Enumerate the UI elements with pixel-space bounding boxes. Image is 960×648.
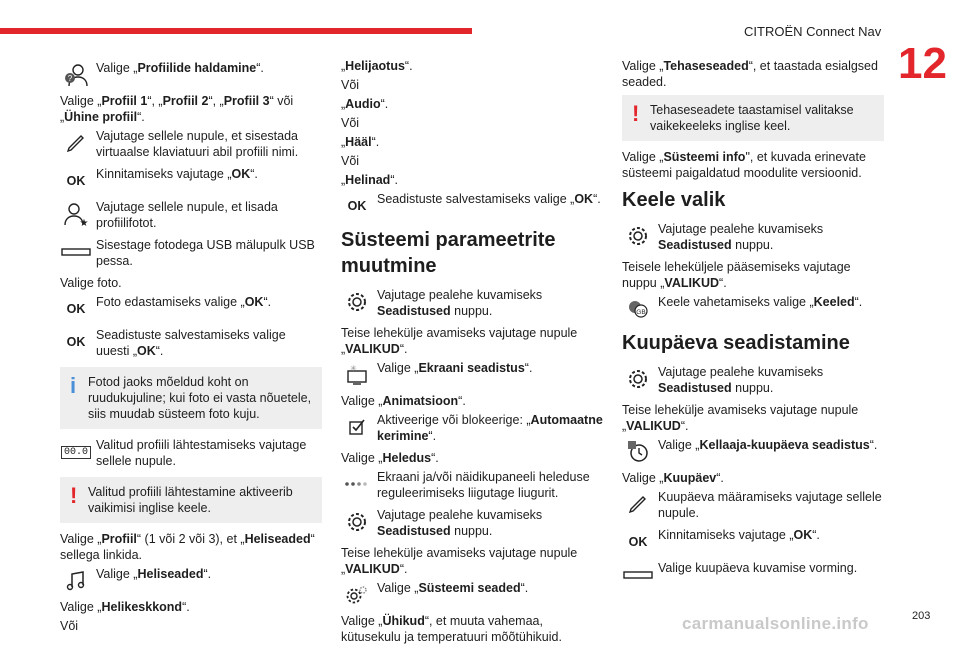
step-settings-lang: Vajutage pealehe kuvamiseks Seadistused nuppu. [622,221,884,256]
step-display-settings: ✳ Valige „Ekraani seadistus“. [341,360,603,390]
gear-icon [622,221,654,251]
step-usb: Sisestage fotodega USB mälupulk USB pessa. [60,237,322,272]
step-auto-scroll: Aktiveerige või blokeerige: „Automaatne kerimine“. [341,412,603,447]
svg-text:GB: GB [636,309,646,316]
svg-text:?: ? [67,74,73,83]
screen-brightness-icon [341,360,373,390]
select-ambience-text: Valige „Helikeskkond“. [60,600,190,614]
warning-icon: ! [632,101,640,126]
svg-text:✳: ✳ [350,364,357,373]
warning-note-factory: ! Tehaseseadete taastamisel valitakse vaikekeeleks inglise keel. [622,95,884,141]
step-enter-name: Vajutage sellele nupule, et sisestada virtuaalse klaviatuuri abil profiili nimi. [60,128,322,163]
page-number: 203 [912,610,931,622]
column-2: „Helijaotus“. Või „Audio“. Või „Hääl“. Või „Helinad“. OK Seadistuste salvestamiseks valige „OK“. Süsteemi parameetrite muutmine Vajutage pealehe kuvamiseks Seadistused nuppu. Teise lehekülje avamiseks vajutage nupule „VALIKUD“. ✳ Valige „Ekraani seadistus“. Valige „Animatsioon“. Aktiveerige või blokeerige: „Automaatne kerimine“. Valige „Heledus“. Ekraani ja/või näidikupaneeli heleduse reguleerimiseks liigutage liugurit. Vajutage pealehe kuvamiseks Seadistused nuppu. Teise lehekülje avamiseks vajutage nupule „VALIKUD“. Valige „Süsteemi seaded“. Valige „Ühikud“, et muuta vahemaa, kütusekulu ja temperatuuri mõõtühikuid. [341,59,603,644]
clock-icon [622,437,654,467]
step-settings-date: Vajutage pealehe kuvamiseks Seadistused nuppu. [622,364,884,399]
info-icon: i [70,373,77,398]
step-profile-management: ? Valige „Profiilide haldamine“. [60,60,322,90]
step-transfer-photo: OK Foto edastamiseks valige „OK“. [60,294,322,324]
pencil-icon [60,128,92,158]
step-languages: GB Keele vahetamiseks valige „Keeled“. [622,294,884,324]
gears-icon [341,580,373,610]
step-system-settings: Valige „Süsteemi seaded“. [341,580,603,610]
ok-icon: OK [66,174,86,188]
ok-icon: OK [628,535,648,549]
section-heading-date: Kuupäeva seadistamine [622,332,850,354]
profile-question-icon [60,60,92,90]
gear-icon [341,287,373,317]
chapter-number: 12 [898,39,947,88]
step-brightness-slider: Ekraani ja/või näidikupaneeli heleduse reguleerimiseks liigutage liugurit. [341,469,603,504]
column-1 [60,58,322,637]
step-confirm-date: OK Kinnitamiseks vajutage „OK“. [622,527,884,557]
format-bar-icon [622,560,654,590]
music-note-icon [60,566,92,596]
step-settings-2: Vajutage pealehe kuvamiseks Seadistused nuppu. [341,507,603,542]
step-sound-settings: Valige „Heliseaded“. [60,566,322,596]
warning-icon: ! [70,483,78,508]
gear-icon [622,364,654,394]
ok-icon: OK [347,199,367,213]
profile-add-photo-icon [60,199,92,229]
warning-note-reset: ! Valitud profiili lähtestamine aktiveerib vaikimisi inglise keele. [60,477,322,523]
step-set-date: Kuupäeva määramiseks vajutage sellele nupule. [622,489,884,524]
link-profile-text: Valige „Profiil“ (1 või 2 või 3), et „Heliseaded“ sellega linkida. [60,532,315,562]
select-profile-text: Valige „Profiil 1“, „Profiil 2“, „Profiil 3“ või „Ühine profiil“. [60,94,294,124]
or-text: Või [60,619,79,633]
step-save-ok: OK Seadistuste salvestamiseks valige „OK“. [341,191,603,221]
header-red-bar [0,28,472,34]
svg-text:★: ★ [79,218,89,227]
step-date-format: Valige kuupäeva kuvamise vorming. [622,560,884,590]
pencil-icon [622,489,654,519]
step-confirm-ok: OK Kinnitamiseks vajutage „OK“. [60,166,322,196]
checkbox-icon [341,412,373,442]
step-time-date: Valige „Kellaaja-kuupäeva seadistus“. [622,437,884,467]
header-title: CITROËN Connect Nav [744,24,882,39]
slider-dots-icon [341,469,373,499]
info-note-photo: i Fotod jaoks mõeldud koht on ruudukujuline; kui foto ei vasta nõuetele, siis muudab süsteem foto kuju. [60,367,322,429]
step-add-photo: ★ Vajutage sellele nupule, et lisada profiilifotot. [60,199,322,234]
step-settings: Vajutage pealehe kuvamiseks Seadistused nuppu. [341,287,603,322]
column-3: Valige „Tehaseseaded“, et taastada esialgsed seaded. ! Tehaseseadete taastamisel valitakse vaikekeeleks inglise keel. Valige „Süsteemi info", et kuvada erinevate süsteemi paigaldatud moodulite versioonid. Keele valik Vajutage pealehe kuvamiseks Seadistused nuppu. Teisele leheküljele pääsemiseks vajutage nuppu „VALIKUD“. GB Keele vahetamiseks valige „Keeled“. Kuupäeva seadistamine Vajutage pealehe kuvamiseks Seadistused nuppu. Teise lehekülje avamiseks vajutage nupule „VALIKUD“. Valige „Kellaaja-kuupäeva seadistus“. Valige „Kuupäev“. Kuupäeva määramiseks vajutage sellele nupule. OK Kinnitamiseks vajutage „OK“. Valige kuupäeva kuvamise vorming. [622,58,884,593]
step-reset-profile: 00.0 Valitud profiili lähtestamiseks vajutage sellele nupule. [60,437,322,472]
section-heading-language: Keele valik [622,189,726,211]
gear-icon [341,507,373,537]
language-flag-icon [622,294,654,324]
step-save-settings: OK Seadistuste salvestamiseks valige uuesti „OK“. [60,327,322,362]
lcd-reset-icon: 00.0 [60,437,92,467]
footer-watermark: carmanualsonline.info [682,614,869,633]
select-photo-text: Valige foto. [60,276,122,290]
ok-icon: OK [66,302,86,316]
ok-icon: OK [66,335,86,349]
section-heading-system-params: Süsteemi parameetrite muutmine [341,229,556,277]
usb-stick-icon [60,237,92,267]
